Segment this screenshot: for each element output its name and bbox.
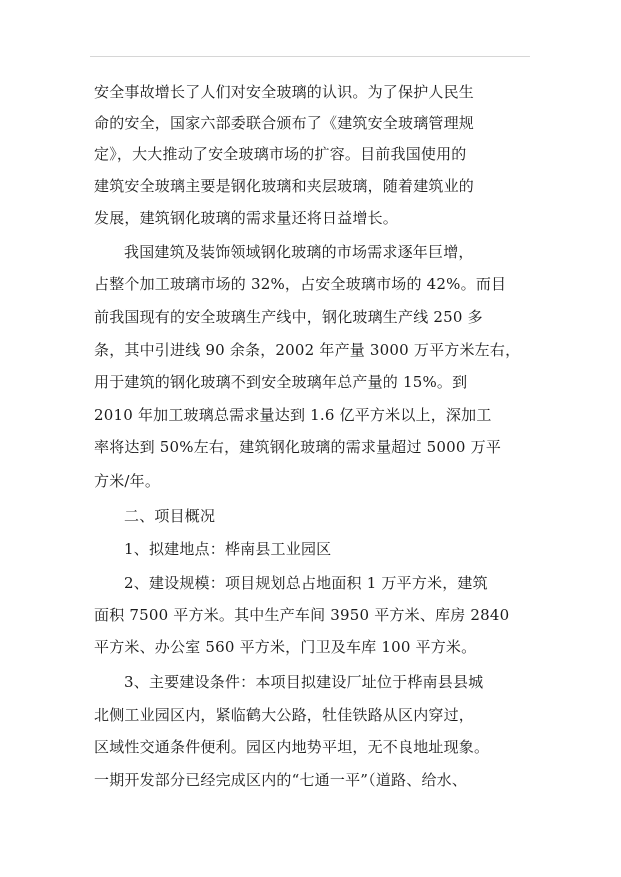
paragraph-line: 方米/年。 (94, 472, 161, 490)
paragraph-line: 率将达到 50%左右，建筑钢化玻璃的需求量超过 5000 万平 (94, 438, 502, 456)
paragraph-line: 2010 年加工玻璃总需求量达到 1.6 亿平方米以上，深加工 (94, 406, 492, 424)
paragraph-line: 我国建筑及装饰领域钢化玻璃的市场需求逐年巨增， (124, 243, 474, 261)
paragraph-line: 面积 7500 平方米。其中生产车间 3950 平方米、库房 2840 (94, 606, 510, 624)
paragraph-line: 用于建筑的钢化玻璃不到安全玻璃年总产量的 15%。到 (94, 373, 468, 391)
paragraph-line: 区域性交通条件便利。园区内地势平坦，无不良地址现象。 (94, 738, 490, 756)
paragraph-line: 平方米、办公室 560 平方米，门卫及车库 100 平方米。 (94, 638, 477, 656)
paragraph-line: 条，其中引进线 90 余条，2002 年产量 3000 万平方米左右， (94, 341, 521, 359)
list-item: 1、拟建地点：桦南县工业园区 (124, 540, 332, 558)
paragraph-line: 前我国现有的安全玻璃生产线中，钢化玻璃生产线 250 多 (94, 308, 483, 326)
paragraph-line: 安全事故增长了人们对安全玻璃的认识。为了保护人民生 (94, 83, 475, 101)
paragraph-line: 定》，大大推动了安全玻璃市场的扩容。目前我国使用的 (94, 145, 467, 163)
header-divider (90, 56, 530, 57)
paragraph-line: 北侧工业园区内，紧临鹤大公路，牡佳铁路从区内穿过， (94, 706, 475, 724)
list-item: 2、建设规模：项目规划总占地面积 1 万平方米，建筑 (124, 574, 488, 592)
paragraph-line: 占整个加工玻璃市场的 32%，占安全玻璃市场的 42%。而目 (94, 275, 507, 293)
list-item: 3、主要建设条件：本项目拟建设厂址位于桦南县县城 (124, 673, 484, 691)
paragraph-line: 命的安全，国家六部委联合颁布了《建筑安全玻璃管理规 (94, 114, 475, 132)
paragraph-line: 发展，建筑钢化玻璃的需求量还将日益增长。 (94, 209, 399, 227)
paragraph-line: 建筑安全玻璃主要是钢化玻璃和夹层玻璃，随着建筑业的 (94, 177, 475, 195)
section-heading: 二、项目概况 (124, 507, 216, 525)
paragraph-line: 一期开发部分已经完成区内的“七通一平”（道路、给水、 (94, 771, 468, 789)
